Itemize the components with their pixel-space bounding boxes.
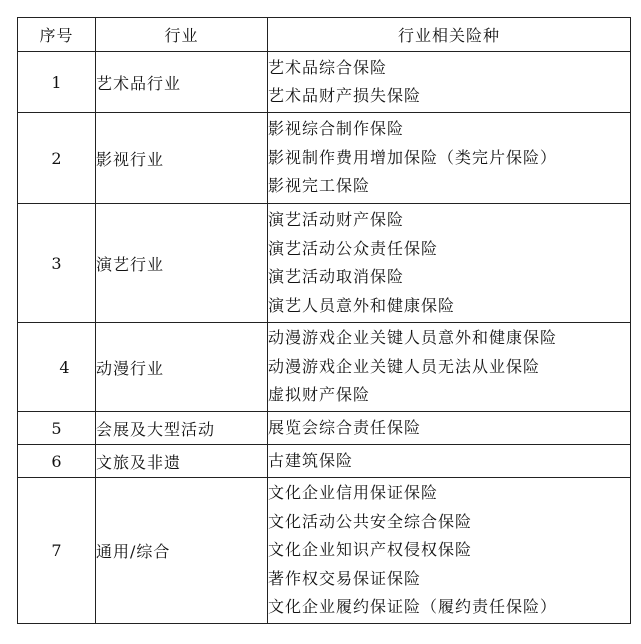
insurance-table <box>17 17 631 624</box>
industry-cell: 影视行业 <box>96 113 268 204</box>
header-insurance: 行业相关险种 <box>268 18 631 52</box>
industry-cell: 艺术品行业 <box>96 52 268 113</box>
insurance-item: 影视完工保险 <box>268 176 371 196</box>
table-row <box>18 412 631 445</box>
insurance-item: 文化企业知识产权侵权保险 <box>268 540 473 560</box>
insurance-item: 古建筑保险 <box>268 450 354 470</box>
insurance-item: 展览会综合责任保险 <box>268 417 422 437</box>
industry-cell: 会展及大型活动 <box>96 412 268 445</box>
insurance-cell <box>268 323 631 412</box>
insurance-item: 演艺活动取消保险 <box>268 267 405 286</box>
header-no: 序号 <box>18 18 96 52</box>
insurance-item: 动漫游戏企业关键人员意外和健康保险 <box>268 328 558 348</box>
insurance-item: 影视综合制作保险 <box>268 119 405 139</box>
insurance-item: 文化企业履约保证险（履约责任保险） <box>268 597 558 617</box>
insurance-item: 演艺人员意外和健康保险 <box>268 295 456 315</box>
table-row <box>18 478 631 624</box>
insurance-cell <box>268 478 631 624</box>
table-row <box>18 52 631 113</box>
row-number: 6 <box>18 445 96 478</box>
insurance-item: 艺术品财产损失保险 <box>268 86 422 105</box>
industry-cell: 演艺行业 <box>96 204 268 323</box>
row-number: 2 <box>18 113 96 204</box>
insurance-cell <box>268 445 631 478</box>
row-number: 1 <box>18 52 96 113</box>
row-number: 4 <box>18 323 96 412</box>
insurance-cell <box>268 412 631 445</box>
insurance-item: 文化企业信用保证保险 <box>268 483 439 503</box>
insurance-cell <box>268 52 631 113</box>
insurance-item: 文化活动公共安全综合保险 <box>268 511 473 531</box>
insurance-item: 演艺活动公众责任保险 <box>268 238 439 258</box>
insurance-item: 著作权交易保证保险 <box>268 568 422 588</box>
insurance-item: 影视制作费用增加保险（类完片保险） <box>268 147 558 167</box>
insurance-item: 艺术品综合保险 <box>268 57 388 77</box>
insurance-item: 虚拟财产保险 <box>268 385 371 405</box>
insurance-item: 动漫游戏企业关键人员无法从业保险 <box>268 356 541 376</box>
industry-cell: 文旅及非遗 <box>96 445 268 478</box>
row-number: 3 <box>18 204 96 323</box>
industry-cell: 动漫行业 <box>96 323 268 412</box>
insurance-item: 演艺活动财产保险 <box>268 210 405 229</box>
header-row <box>18 18 631 52</box>
row-number: 7 <box>18 478 96 624</box>
industry-cell: 通用/综合 <box>96 478 268 624</box>
table-row <box>18 445 631 478</box>
table-row <box>18 204 631 323</box>
table-row <box>18 113 631 204</box>
insurance-cell <box>268 113 631 204</box>
table-row <box>18 323 631 412</box>
insurance-cell <box>268 204 631 323</box>
row-number: 5 <box>18 412 96 445</box>
header-industry: 行业 <box>96 18 268 52</box>
